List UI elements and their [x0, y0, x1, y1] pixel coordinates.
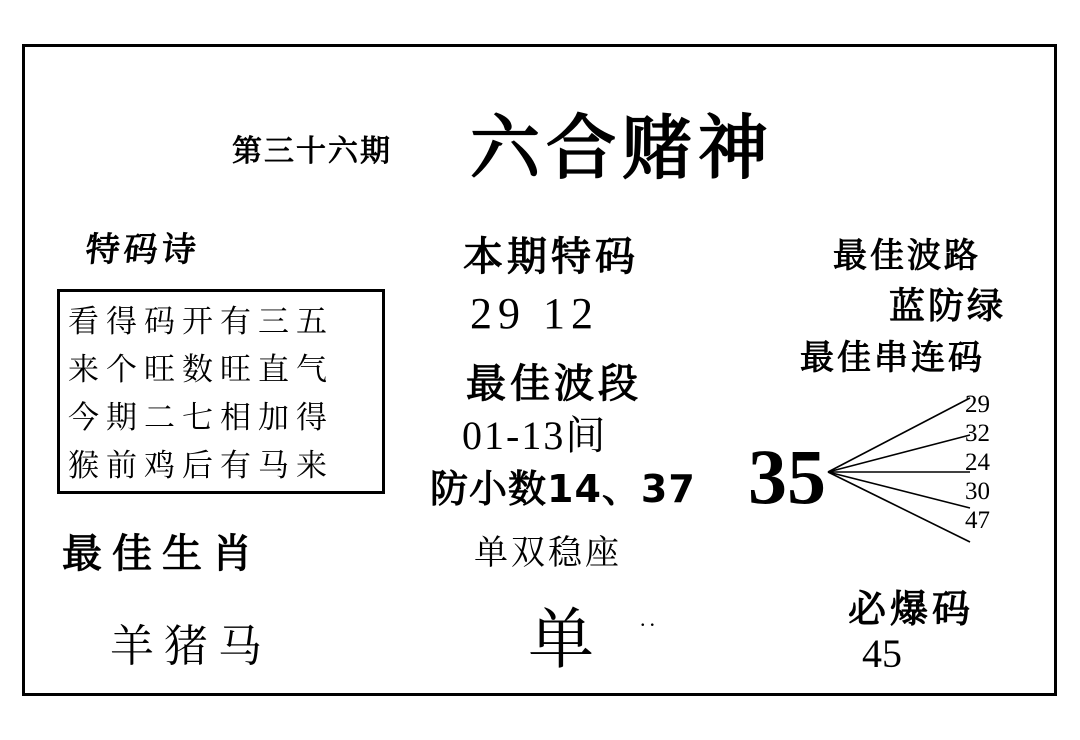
- chain-code-item: 24: [965, 449, 990, 476]
- tema-poem-box: [57, 289, 385, 494]
- chain-code-item: 32: [965, 420, 990, 447]
- best-wave-color-title: 最佳波路: [833, 236, 981, 276]
- chain-code-list: [965, 390, 1035, 535]
- best-zodiac-value: 羊猪马: [110, 621, 272, 672]
- best-zodiac-title: 最佳生肖: [62, 530, 262, 577]
- current-tema-title: 本期特码: [463, 233, 639, 280]
- issue-number: 第三十六期: [232, 134, 392, 169]
- odd-even-value: 单: [528, 601, 594, 678]
- must-hit-code-title: 必爆码: [848, 586, 975, 631]
- avoid-small-numbers: 防小数14、37: [430, 467, 696, 511]
- chain-code-item: 30: [965, 478, 990, 505]
- odd-even-title: 单双稳座: [474, 533, 622, 573]
- featured-number: 35: [748, 433, 826, 520]
- best-wave-range-title: 最佳波段: [466, 360, 642, 407]
- tema-poem-title: 特码诗: [83, 230, 202, 270]
- best-wave-color-value: 蓝防绿: [889, 285, 1007, 327]
- must-hit-code-value: 45: [862, 631, 902, 676]
- best-chain-code-title: 最佳串连码: [800, 338, 985, 378]
- chain-code-item: 47: [965, 507, 990, 534]
- best-wave-range-value: 01-13间: [462, 413, 608, 458]
- poem-line: 猴前鸡后有马来: [68, 448, 334, 484]
- poem-line: 今期二七相加得: [68, 400, 334, 436]
- current-tema-value: 29 12: [470, 289, 599, 338]
- page-title: 六合赌神: [470, 106, 774, 189]
- chain-code-item: 29: [965, 391, 990, 418]
- poem-line: 来个旺数旺直气: [68, 352, 334, 388]
- ellipsis-marks: ..: [640, 606, 659, 631]
- poem-line: 看得码开有三五: [68, 304, 334, 340]
